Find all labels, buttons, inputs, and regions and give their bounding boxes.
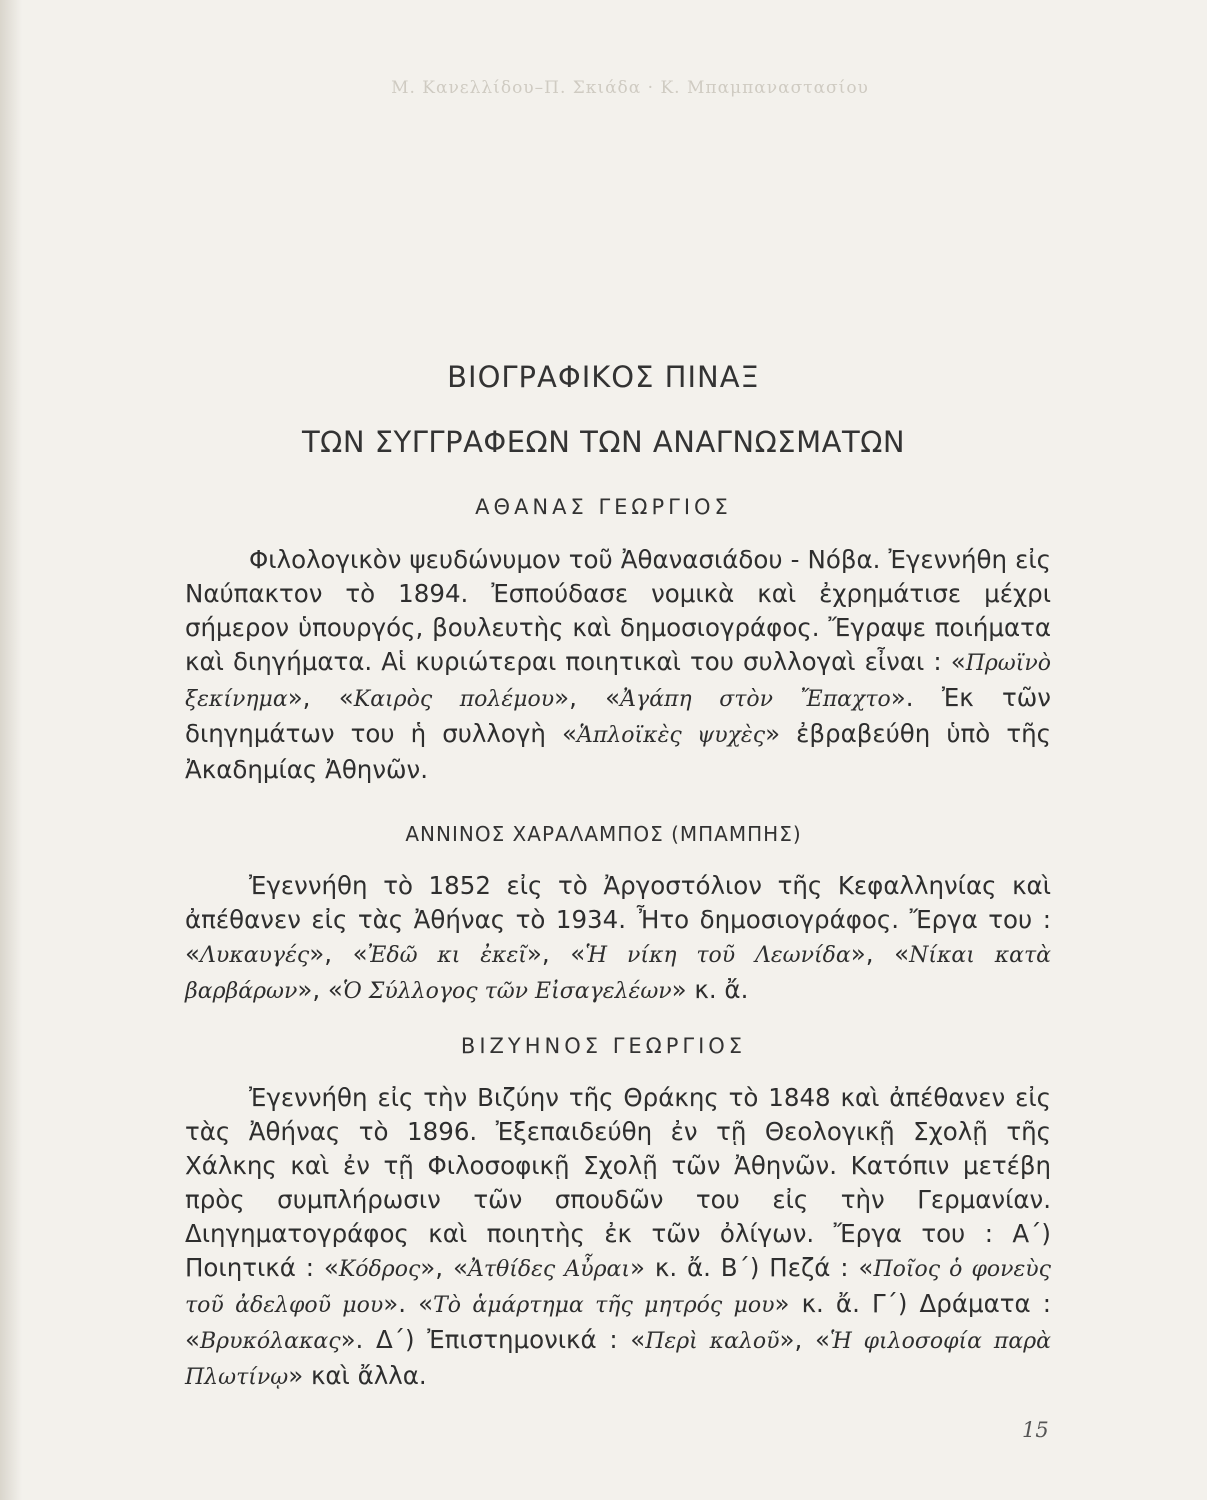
work-title: Καιρὸς πολέμου: [353, 687, 555, 712]
author-heading-anninos: ΑΝΝΙΝΟΣ ΧΑΡΑΛΑΜΠΟΣ (ΜΠΑΜΠΗΣ): [405, 822, 802, 846]
work-title: Τὸ ἁμάρτημα τῆς μητρός μου: [433, 1293, 775, 1318]
work-title: Ὁ Σύλλογος τῶν Εἰσαγελέων: [342, 979, 672, 1004]
work-title: Ἀτθίδες Αὖραι: [467, 1257, 631, 1282]
author-heading-athanas: ΑΘΑΝΑΣ ΓΕΩΡΓΙΟΣ: [475, 495, 732, 519]
page-subtitle: ΤΩΝ ΣΥΓΓΡΑΦΕΩΝ ΤΩΝ ΑΝΑΓΝΩΣΜΑΤΩΝ: [301, 425, 906, 459]
work-title: Βρυκόλακας: [200, 1329, 341, 1354]
entry-text-anninos: Ἐγεννήθη τὸ 1852 εἰς τὸ Ἀργοστόλιον τῆς Κεφαλληνίας καὶ ἀπέθανεν εἰς τὰς Ἀθήνας τὸ 1934. Ἦτο δημοσιογράφος. Ἔργα του : «Λυκαυγές», «Ἐδῶ κι ἐκεῖ», «Ἡ νίκη τοῦ Λεωνίδα», «Νίκαι κατὰ βαρβάρων», «Ὁ Σύλλογος τῶν Εἰσαγελέων» κ. ἄ.: [185, 871, 1052, 1004]
page-number: 15: [1022, 1418, 1049, 1442]
running-head-bleedthrough: Μ. Κανελλίδου–Π. Σκιάδα · Κ. Μπαμπαναστασίου: [391, 78, 869, 98]
author-heading-vizyinos: ΒΙΖΥΗΝΟΣ ΓΕΩΡΓΙΟΣ: [460, 1034, 747, 1058]
work-title: Λυκαυγές: [200, 943, 310, 968]
work-title: Ἡ φιλοσοφία παρὰ Πλωτίνῳ: [185, 1329, 1051, 1390]
work-title: Ἁπλοϊκὲς ψυχὲς: [576, 723, 766, 748]
entry-text-vizyinos: Ἐγεννήθη εἰς τὴν Βιζύην τῆς Θράκης τὸ 1848 καὶ ἀπέθανεν εἰς τὰς Ἀθήνας τὸ 1896. Ἐξεπαιδεύθη ἐν τῇ Θεολογικῇ Σχολῇ τῆς Χάλκης καὶ ἐν τῇ Φιλοσοφικῇ Σχολῇ τῶν Ἀθηνῶν. Κατόπιν μετέβη πρὸς συμπλήρωσιν τῶν σπουδῶν του εἰς τὴν Γερμανίαν. Διηγηματογράφος καὶ ποιητὴς ἐκ τῶν ὀλίγων. Ἔργα του : Α΄) Ποιητικά : «Κόδρος», «Ἀτθίδες Αὖραι» κ. ἄ. Β΄) Πεζά : «Ποῖος ὁ φονεὺς τοῦ ἀδελφοῦ μου». «Τὸ ἁμάρτημα τῆς μητρός μου» κ. ἄ. Γ΄) Δράματα : «Βρυκόλακας». Δ΄) Ἐπιστημονικά : «Περὶ καλοῦ», «Ἡ φιλοσοφία παρὰ Πλωτίνῳ» καὶ ἄλλα.: [185, 1083, 1051, 1390]
work-title: Νίκαι κατὰ βαρβάρων: [185, 943, 1052, 1004]
page-binding-edge: [0, 0, 22, 1500]
work-title: Περὶ καλοῦ: [645, 1329, 780, 1354]
work-title: Ἐδῶ κι ἐκεῖ: [367, 943, 527, 968]
work-title: Πρωϊνὸ ξεκίνημα: [185, 651, 1051, 712]
page-title: ΒΙΟΓΡΑΦΙΚΟΣ ΠΙΝΑΞ: [447, 360, 760, 394]
work-title: Κόδρος: [338, 1257, 421, 1282]
entry-text-athanas: Φιλολογικὸν ψευδώνυμον τοῦ Ἀθανασιάδου - Νόβα. Ἐγεννήθη εἰς Ναύπακτον τὸ 1894. Ἐσπούδασε νομικὰ καὶ ἐχρημάτισε μέχρι σήμερον ὑπουργός, βουλευτὴς καὶ δημοσιογράφος. Ἔγραψε ποιήματα καὶ διηγήματα. Αἱ κυριώτεραι ποιητικαὶ του συλλογαὶ εἶναι : «Πρωϊνὸ ξεκίνημα», «Καιρὸς πολέμου», «Ἀγάπη στὸν Ἔπαχτο». Ἐκ τῶν διηγημάτων του ἡ συλλογὴ «Ἁπλοϊκὲς ψυχὲς» ἐβραβεύθη ὑπὸ τῆς Ἀκαδημίας Ἀθηνῶν.: [185, 545, 1052, 784]
work-title: Ποῖος ὁ φονεὺς τοῦ ἀδελφοῦ μου: [185, 1257, 1051, 1318]
work-title: Ἡ νίκη τοῦ Λεωνίδα: [585, 943, 851, 968]
work-title: Ἀγάπη στὸν Ἔπαχτο: [620, 687, 891, 712]
